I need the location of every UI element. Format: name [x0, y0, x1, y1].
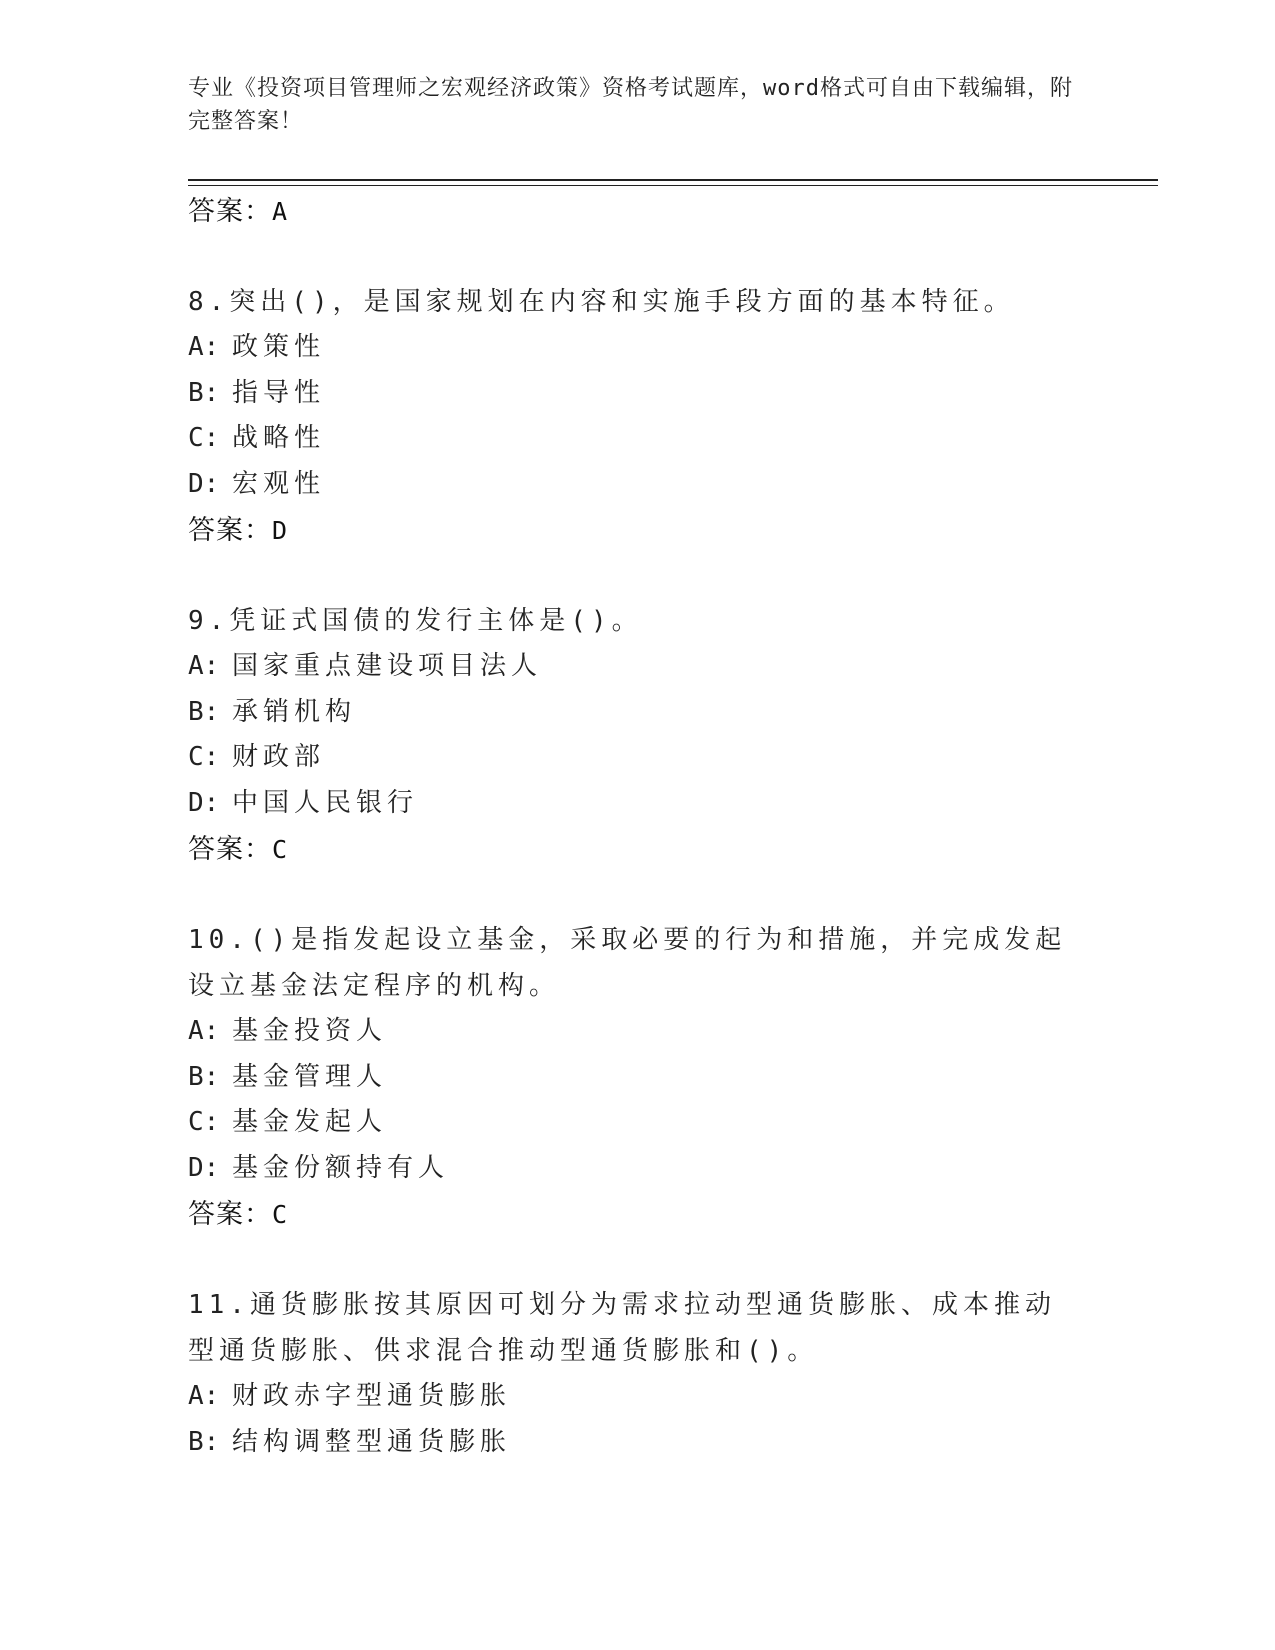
option-b [188, 371, 1088, 417]
option-key: A: [188, 1016, 220, 1046]
answer-label: 答案： [188, 1199, 272, 1229]
option-b [188, 690, 1088, 736]
question-stem: 9.凭证式国债的发行主体是()。 [188, 606, 643, 636]
option-key: A: [188, 651, 220, 681]
option-a [188, 1009, 1088, 1055]
option-b [188, 1420, 1088, 1466]
option-text: 基金投资人 [232, 1016, 388, 1046]
option-text: 政策性 [232, 332, 326, 362]
option-key: A: [188, 1381, 220, 1411]
answer-value: A [272, 197, 289, 226]
answer-line [188, 1191, 1088, 1237]
option-text: 战略性 [232, 423, 326, 453]
option-text: 承销机构 [232, 696, 357, 727]
option-a [188, 1374, 1088, 1420]
option-c [188, 735, 1088, 781]
option-key: B: [188, 1426, 220, 1457]
option-c [188, 416, 1088, 462]
answer-label: 答案： [188, 196, 272, 226]
option-text: 基金发起人 [232, 1107, 388, 1137]
document-header: 专业《投资项目管理师之宏观经济政策》资格考试题库，word格式可自由下载编辑，附完整答案！ [188, 76, 1073, 134]
option-key: C: [188, 1107, 220, 1137]
option-key: D: [188, 787, 220, 818]
spacer [188, 234, 1088, 279]
answer-label: 答案： [188, 834, 272, 864]
option-a [188, 325, 1088, 371]
option-text: 宏观性 [232, 468, 326, 499]
option-text: 结构调整型通货膨胀 [232, 1426, 512, 1457]
answer-value: D [272, 516, 289, 545]
option-b [188, 1055, 1088, 1101]
option-a [188, 644, 1088, 690]
option-d [188, 462, 1088, 508]
option-key: B: [188, 377, 220, 408]
question-stem: 8.突出()，是国家规划在内容和实施手段方面的基本特征。 [188, 287, 1015, 317]
question-stem: 11.通货膨胀按其原因可划分为需求拉动型通货膨胀、成本推动型通货膨胀、供求混合推动型通货膨胀和()。 [188, 1290, 1056, 1366]
answer-value: C [272, 1200, 289, 1229]
spacer [188, 1237, 1088, 1282]
answer-line [188, 507, 1088, 553]
option-text: 指导性 [232, 377, 326, 408]
option-d [188, 781, 1088, 827]
option-key: D: [188, 468, 220, 499]
header-rule-thin [188, 185, 1158, 186]
option-key: C: [188, 423, 220, 453]
answer-label: 答案： [188, 515, 272, 545]
option-key: B: [188, 1061, 220, 1092]
option-text: 中国人民银行 [232, 787, 419, 818]
spacer [188, 872, 1088, 917]
option-key: D: [188, 1152, 220, 1183]
option-c [188, 1100, 1088, 1146]
answer-line [188, 188, 1088, 234]
option-key: B: [188, 696, 220, 727]
question-stem: 10.()是指发起设立基金，采取必要的行为和措施，并完成发起设立基金法定程序的机构。 [188, 925, 1067, 1001]
answer-line [188, 826, 1088, 872]
option-text: 国家重点建设项目法人 [232, 651, 543, 681]
header-rule-thick [188, 179, 1158, 181]
option-key: A: [188, 332, 220, 362]
option-text: 财政部 [232, 742, 326, 772]
option-text: 财政赤字型通货膨胀 [232, 1381, 512, 1411]
answer-value: C [272, 835, 289, 864]
question-list [188, 188, 1088, 1465]
option-key: C: [188, 742, 220, 772]
option-text: 基金份额持有人 [232, 1152, 450, 1183]
option-d [188, 1146, 1088, 1192]
option-text: 基金管理人 [232, 1061, 388, 1092]
spacer [188, 553, 1088, 598]
